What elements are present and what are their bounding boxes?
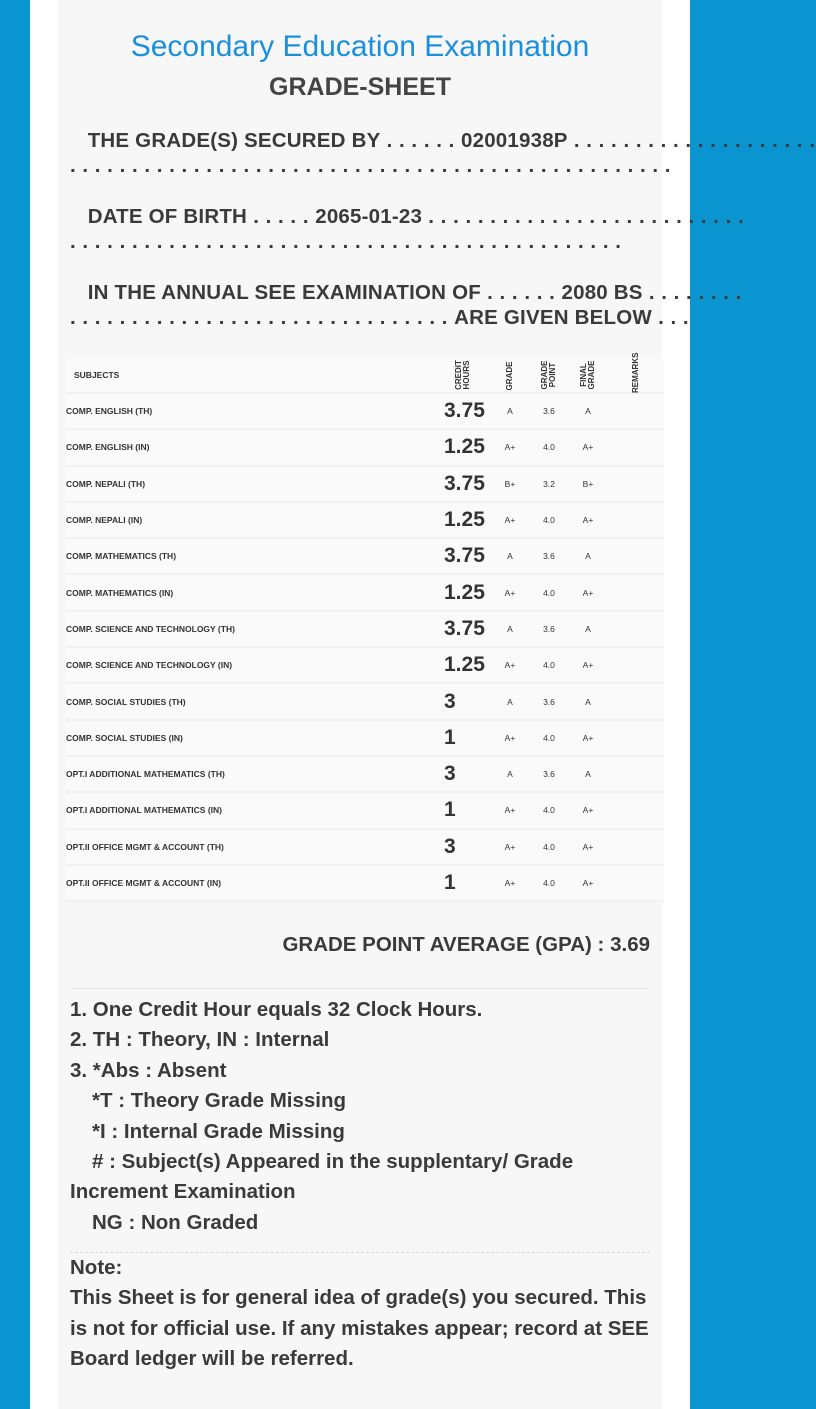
grade-point-cell: 4.0 <box>530 720 568 756</box>
subject-cell: COMP. MATHEMATICS (IN) <box>66 574 436 610</box>
gpa-line <box>282 930 650 960</box>
secured-by-label: THE GRADE(S) SECURED BY <box>87 129 381 152</box>
subject-cell: COMP. SCIENCE AND TECHNOLOGY (IN) <box>66 647 436 683</box>
final-grade-cell: A+ <box>568 829 608 865</box>
credit-hours-cell: 3.75 <box>436 466 490 502</box>
note-item: *I : Internal Grade Missing <box>92 1119 345 1143</box>
dob-line: DATE OF BIRTH . . . . . 2065-01-23 . . . . . . . . . . . . . . . . . . . . . . . . . . . . . . . . . . . . . . . . . . . . . . . . . . . . . . . . . . . . . . . . . . . . . . . <box>70 205 745 253</box>
remarks-cell <box>608 538 664 574</box>
table-row <box>66 538 664 574</box>
grade-sheet <box>58 0 816 1409</box>
grade-point-cell: 3.6 <box>530 538 568 574</box>
final-grade-cell: A <box>568 611 608 647</box>
gpa-label: GRADE POINT AVERAGE (GPA) : <box>282 933 605 956</box>
disclaimer-label: Note: <box>70 1256 123 1279</box>
grade-point-cell: 4.0 <box>530 829 568 865</box>
legend-notes <box>70 995 650 1238</box>
table-row <box>66 720 664 756</box>
table-row <box>66 792 664 828</box>
header-grade-point: GRADE POINT <box>530 358 568 393</box>
final-grade-cell: A+ <box>568 429 608 465</box>
grade-cell: A <box>490 683 530 719</box>
remarks-cell <box>608 393 664 429</box>
final-grade-cell: A+ <box>568 865 608 901</box>
table-row <box>66 829 664 865</box>
header-remarks: REMARKS <box>608 358 664 393</box>
note-item: 3. *Abs : Absent <box>70 1058 227 1082</box>
table-row <box>66 647 664 683</box>
table-row <box>66 574 664 610</box>
subject-cell: COMP. ENGLISH (TH) <box>66 393 436 429</box>
gpa-value: 3.69 <box>610 933 650 956</box>
grade-cell: A <box>490 756 530 792</box>
table-row <box>66 502 664 538</box>
table-row <box>66 683 664 719</box>
subject-cell: COMP. SCIENCE AND TECHNOLOGY (TH) <box>66 611 436 647</box>
grade-cell: A+ <box>490 647 530 683</box>
table-row <box>66 611 664 647</box>
grade-point-cell: 4.0 <box>530 647 568 683</box>
grade-point-cell: 3.6 <box>530 393 568 429</box>
remarks-cell <box>608 720 664 756</box>
header-subjects: SUBJECTS <box>66 358 436 393</box>
grades-table <box>66 352 664 902</box>
exam-year: 2080 BS <box>561 281 643 304</box>
header-final-grade: FINAL GRADE <box>568 358 608 393</box>
grade-cell: A+ <box>490 720 530 756</box>
table-row <box>66 756 664 792</box>
final-grade-cell: A+ <box>568 720 608 756</box>
grade-cell: A+ <box>490 865 530 901</box>
note-item: *T : Theory Grade Missing <box>92 1089 347 1113</box>
symbol-number: 02001938P <box>461 129 568 152</box>
final-grade-cell: A+ <box>568 574 608 610</box>
remarks-cell <box>608 829 664 865</box>
final-grade-cell: A+ <box>568 502 608 538</box>
remarks-cell <box>608 611 664 647</box>
dob-label: DATE OF BIRTH <box>87 205 248 228</box>
header-credit-hours: CREDIT HOURS <box>436 358 490 393</box>
note-item: NG : Non Graded <box>92 1210 259 1234</box>
exam-line: IN THE ANNUAL SEE EXAMINATION OF . . . . . . 2080 BS . . . . . . . . . . . . . . . . . . . . . . . . . . . . . . . . . . . . . . . ARE GIVEN BELOW . . . <box>70 281 742 329</box>
remarks-cell <box>608 429 664 465</box>
final-grade-cell: A <box>568 683 608 719</box>
credit-hours-cell: 1.25 <box>436 574 490 610</box>
credit-hours-cell: 1 <box>436 792 490 828</box>
remarks-cell <box>608 683 664 719</box>
grade-cell: A+ <box>490 502 530 538</box>
subject-cell: COMP. NEPALI (IN) <box>66 502 436 538</box>
grade-point-cell: 3.6 <box>530 683 568 719</box>
grade-point-cell: 3.6 <box>530 756 568 792</box>
table-row <box>66 429 664 465</box>
note-item: 1. One Credit Hour equals 32 Clock Hours. <box>70 998 483 1021</box>
credit-hours-cell: 3.75 <box>436 611 490 647</box>
secured-by-line: THE GRADE(S) SECURED BY . . . . . . 02001938P . . . . . . . . . . . . . . . . . . . . . . . . . . . . . . . . . . . . . . . . . . . . . . . . . . . . . . . . . . . . . . . . . . . . . <box>70 129 816 177</box>
grade-point-cell: 4.0 <box>530 574 568 610</box>
credit-hours-cell: 3.75 <box>436 393 490 429</box>
grade-point-cell: 4.0 <box>530 502 568 538</box>
date-of-birth: 2065-01-23 <box>315 205 423 228</box>
grade-cell: A <box>490 393 530 429</box>
subject-cell: COMP. NEPALI (TH) <box>66 466 436 502</box>
final-grade-cell: A+ <box>568 647 608 683</box>
header-grade: GRADE <box>490 358 530 393</box>
subject-cell: COMP. SOCIAL STUDIES (TH) <box>66 683 436 719</box>
remarks-cell <box>608 574 664 610</box>
grade-point-cell: 4.0 <box>530 865 568 901</box>
final-grade-cell: A <box>568 756 608 792</box>
table-row <box>66 865 664 901</box>
subject-cell: OPT.I ADDITIONAL MATHEMATICS (IN) <box>66 792 436 828</box>
final-grade-cell: B+ <box>568 466 608 502</box>
subject-cell: OPT.I ADDITIONAL MATHEMATICS (TH) <box>66 756 436 792</box>
remarks-cell <box>608 502 664 538</box>
grade-cell: A+ <box>490 429 530 465</box>
credit-hours-cell: 1.25 <box>436 502 490 538</box>
credit-hours-cell: 3 <box>436 829 490 865</box>
subject-cell: OPT.II OFFICE MGMT & ACCOUNT (TH) <box>66 829 436 865</box>
grade-point-cell: 3.2 <box>530 466 568 502</box>
subject-cell: COMP. MATHEMATICS (TH) <box>66 538 436 574</box>
grade-point-cell: 4.0 <box>530 792 568 828</box>
grade-cell: B+ <box>490 466 530 502</box>
divider <box>70 988 650 989</box>
grade-cell: A <box>490 611 530 647</box>
final-grade-cell: A <box>568 538 608 574</box>
table-row <box>66 393 664 429</box>
credit-hours-cell: 3.75 <box>436 538 490 574</box>
table-row <box>66 466 664 502</box>
credit-hours-cell: 1.25 <box>436 647 490 683</box>
note-item: # : Subject(s) Appeared in the supplentary/ Grade <box>92 1150 574 1174</box>
credit-hours-cell: 3 <box>436 683 490 719</box>
page-background <box>30 0 816 1409</box>
remarks-cell <box>608 865 664 901</box>
note-item: Increment Examination <box>70 1180 296 1204</box>
credit-hours-cell: 3 <box>436 756 490 792</box>
subject-cell: OPT.II OFFICE MGMT & ACCOUNT (IN) <box>66 865 436 901</box>
exam-label: IN THE ANNUAL SEE EXAMINATION OF <box>87 281 481 304</box>
credit-hours-cell: 1.25 <box>436 429 490 465</box>
final-grade-cell: A+ <box>568 792 608 828</box>
subject-cell: COMP. SOCIAL STUDIES (IN) <box>66 720 436 756</box>
grade-point-cell: 4.0 <box>530 429 568 465</box>
grade-cell: A+ <box>490 792 530 828</box>
disclaimer-text: This Sheet is for general idea of grade(s) you secured. This is not for official use. If any mistakes appear; record at SEE Board ledger will be referred. <box>70 1286 649 1371</box>
note-item: 2. TH : Theory, IN : Internal <box>70 1028 330 1052</box>
disclaimer <box>70 1253 654 1375</box>
final-grade-cell: A <box>568 393 608 429</box>
remarks-cell <box>608 647 664 683</box>
grade-cell: A <box>490 538 530 574</box>
credit-hours-cell: 1 <box>436 865 490 901</box>
grade-cell: A+ <box>490 829 530 865</box>
given-below-text: ARE GIVEN BELOW <box>454 306 652 329</box>
remarks-cell <box>608 756 664 792</box>
remarks-cell <box>608 466 664 502</box>
remarks-cell <box>608 792 664 828</box>
grade-cell: A+ <box>490 574 530 610</box>
table-header-row <box>66 358 664 393</box>
subject-cell: COMP. ENGLISH (IN) <box>66 429 436 465</box>
exam-title: Secondary Education Examination <box>130 30 590 63</box>
grade-sheet-title: GRADE-SHEET <box>269 73 451 101</box>
credit-hours-cell: 1 <box>436 720 490 756</box>
grade-point-cell: 3.6 <box>530 611 568 647</box>
